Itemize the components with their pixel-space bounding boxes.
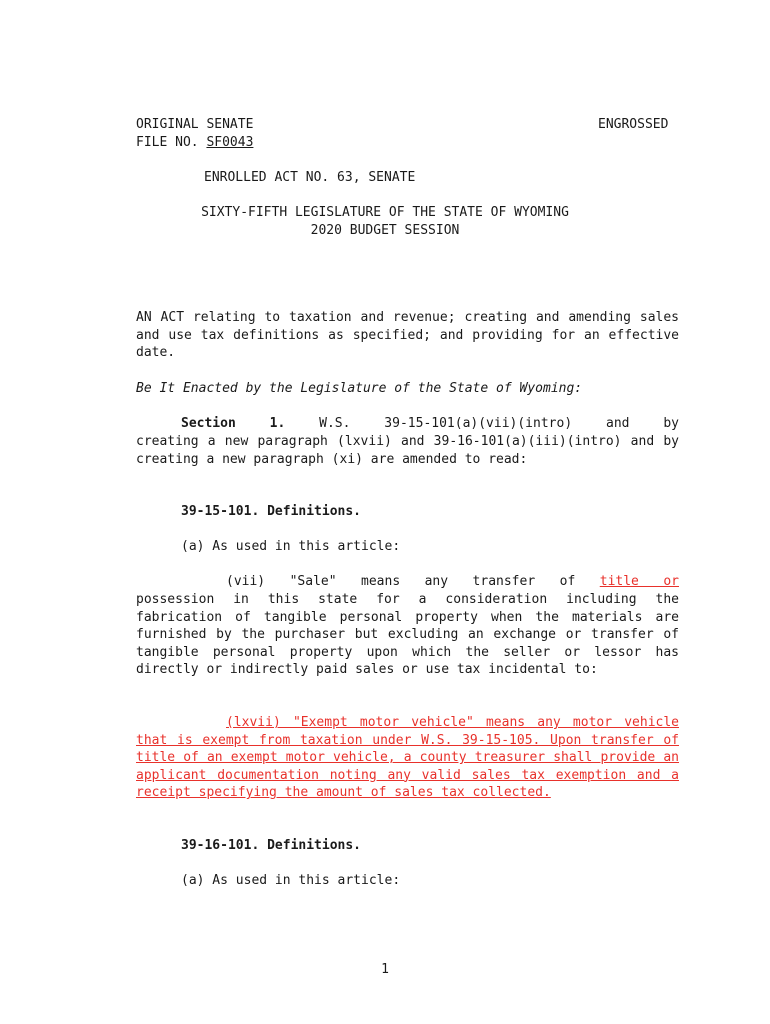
enacting-clause: Be It Enacted by the Legislature of the State of Wyoming:: [136, 381, 583, 396]
section-1-heading: Section 1.: [181, 416, 286, 431]
statute-39-15-101-heading: 39-15-101. Definitions.: [181, 504, 362, 519]
file-number-link[interactable]: SF0043: [206, 135, 254, 150]
act-title: AN ACT relating to taxation and revenue; creating and amending sales and use tax definitions as specified; and providing for an effective date.: [136, 310, 679, 361]
session-line: 2020 BUDGET SESSION: [310, 223, 460, 238]
engrossed-label: ENGROSSED: [598, 117, 669, 132]
statute-39-16-101-heading: 39-16-101. Definitions.: [181, 838, 362, 853]
section-1-first-line: [136, 415, 679, 433]
section-1-body: creating a new paragraph (lxvii) and 39-16-101(a)(iii)(intro) and by creating a new paragraph (xi) are amended to read:: [136, 434, 679, 467]
paragraph-vii-intro: (vii) "Sale" means any transfer of: [226, 574, 600, 589]
statute-39-16-101-subsection-a: (a) As used in this article:: [181, 873, 401, 888]
inserted-title-or: title or: [599, 574, 679, 589]
section-1-first-line-text: W.S. 39-15-101(a)(vii)(intro) and by: [285, 416, 679, 431]
original-senate-label: ORIGINAL SENATE: [136, 117, 254, 132]
file-number-line: [136, 134, 253, 152]
paragraph-vii-first-line: [136, 573, 679, 591]
file-no-label: FILE NO.: [136, 135, 207, 150]
legislature-line: SIXTY-FIFTH LEGISLATURE OF THE STATE OF WYOMING: [201, 205, 569, 220]
page-number: 1: [381, 962, 389, 977]
paragraph-lxvii-inserted: (lxvii) "Exempt motor vehicle" means any motor vehicle that is exempt from taxation under W.S. 39-15-105. Upon transfer of title of an exempt motor vehicle, a county treasurer shall provide an applicant documentation noting any valid sales tax exemption and a receipt specifying the amount of sales tax collected.: [136, 715, 679, 801]
enrolled-act-line: ENROLLED ACT NO. 63, SENATE: [204, 170, 416, 185]
paragraph-vii-body: possession in this state for a consideration including the fabrication of tangible personal property when the materials are furnished by the purchaser but excluding an exchange or transfer of tangible personal property upon which the seller or lessor has directly or indirectly paid sales or use tax incidental to:: [136, 592, 679, 678]
statute-39-15-101-subsection-a: (a) As used in this article:: [181, 539, 401, 554]
